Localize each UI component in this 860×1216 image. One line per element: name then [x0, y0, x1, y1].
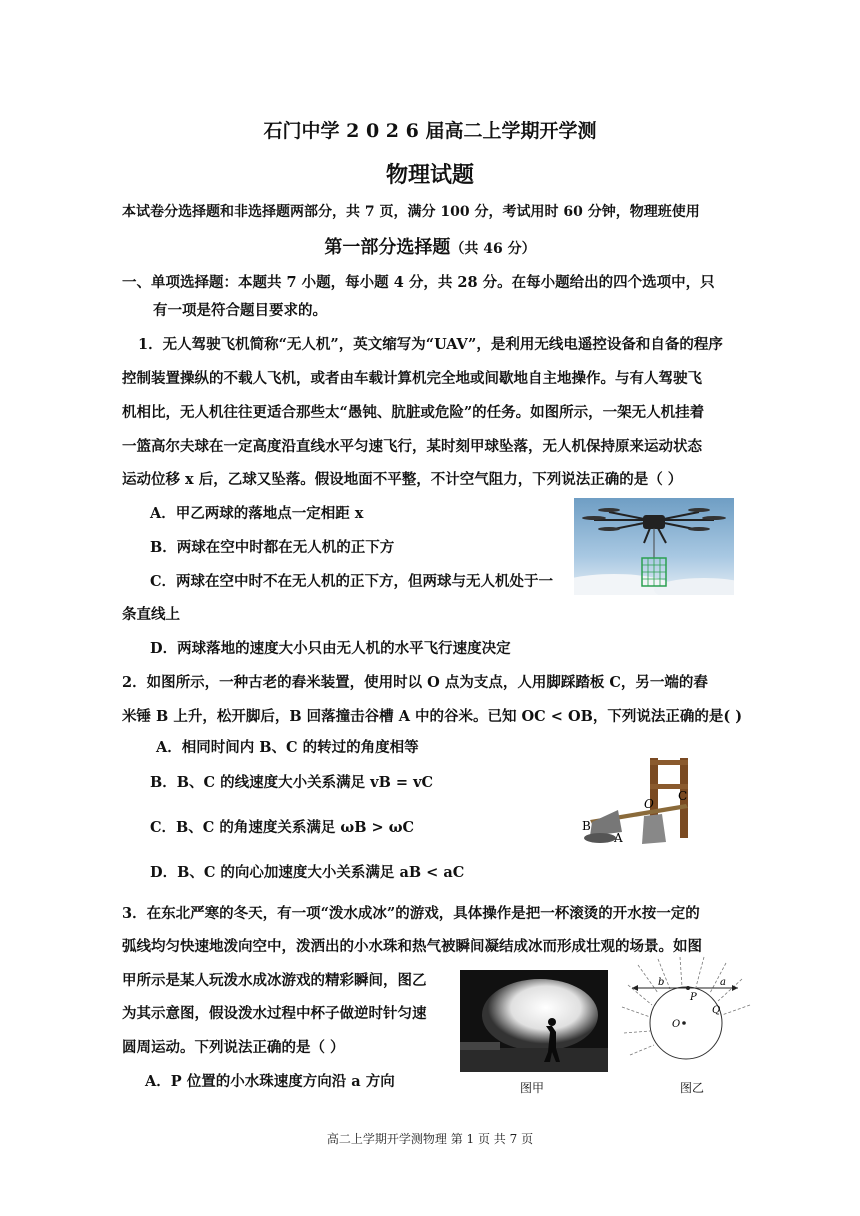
fig-yi-caption: 图乙	[680, 1081, 705, 1095]
page-footer: 高二上学期开学测物理 第 1 页 共 7 页	[326, 1132, 534, 1146]
q3-line-3: 甲所示是某人玩泼水成冰游戏的精彩瞬间，图乙	[122, 972, 427, 989]
q3-line-2: 弧线均匀快速地泼向空中，泼洒出的小水珠和热气被瞬间凝结成冰而形成壮观的场景。如图	[122, 938, 702, 955]
q2-option-a: A．相同时间内 B、C 的转过的角度相等	[156, 739, 419, 756]
part-title-text: 第一部分选择题	[324, 237, 451, 258]
q1-line-1: 1．无人驾驶飞机简称“无人机”，英文缩写为“UAV”，是利用无线电遥控设备和自备的程序	[138, 336, 723, 353]
section1-line1: 一、单项选择题：本题共 7 小题，每小题 4 分，共 28 分。在每小题给出的四个选项中，只	[122, 274, 715, 291]
q3-label-o: O	[672, 1019, 681, 1030]
exam-intro: 本试卷分选择题和非选择题两部分，共 7 页，满分 100 分，考试用时 60 分钟，物理班使用	[122, 204, 700, 220]
subject-title: 物理试题	[385, 162, 474, 188]
q3-line-1: 3．在东北严寒的冬天，有一项“泼水成冰”的游戏，具体操作是把一杯滚烫的开水按一定的	[122, 905, 700, 922]
q3-label-p: P	[690, 992, 697, 1003]
splash-ice-photo	[460, 970, 608, 1072]
q3-label-a: a	[720, 977, 726, 988]
fig-jia-caption: 图甲	[520, 1081, 545, 1095]
section1-line2: 有一项是符合题目要求的。	[153, 302, 327, 319]
q3-line-4: 为其示意图，假设泼水过程中杯子做逆时针匀速	[122, 1005, 427, 1022]
circular-motion-diagram	[618, 955, 753, 1075]
q2-option-b: B．B、C 的线速度大小关系满足 vB = vC	[150, 774, 434, 791]
q3-line-5: 圆周运动。下列说法正确的是（ ）	[122, 1039, 345, 1056]
q1-line-2: 控制装置操纵的不载人飞机，或者由车载计算机完全地或间歇地自主地操作。与有人驾驶飞	[122, 370, 702, 387]
q2-option-c: C．B、C 的角速度关系满足 ωB > ωC	[150, 819, 415, 836]
q2-label-c: C	[678, 789, 688, 803]
q1-option-c-line1: C．两球在空中时不在无人机的正下方，但两球与无人机处于一	[150, 573, 554, 590]
q1-option-c-line2: 条直线上	[122, 606, 180, 623]
q2-label-b: B	[582, 819, 591, 833]
q1-option-d: D．两球落地的速度大小只由无人机的水平飞行速度决定	[150, 640, 511, 657]
q3-option-a: A．P 位置的小水珠速度方向沿 a 方向	[145, 1073, 395, 1090]
q3-label-b: b	[658, 977, 665, 988]
q2-line-1: 2．如图所示，一种古老的舂米装置，使用时以 O 点为支点，人用脚踩踏板 C，另一端的舂	[122, 674, 708, 691]
q1-option-a: A．甲乙两球的落地点一定相距 x	[150, 505, 364, 522]
part-score: （共 46 分）	[450, 241, 536, 257]
q2-option-d: D．B、C 的向心加速度大小关系满足 aB < aC	[150, 864, 465, 881]
q2-line-2: 米锤 B 上升，松开脚后，B 回落撞击谷槽 A 中的谷米。已知 OC < OB，下列说法正确的是( )	[122, 708, 743, 725]
part-title	[0, 233, 860, 259]
school-title: 石门中学 2 0 2 6 届高二上学期开学测	[263, 120, 597, 142]
q1-line-3: 机相比，无人机往往更适合那些太“愚钝、肮脏或危险”的任务。如图所示，一架无人机挂着	[122, 404, 705, 421]
drone-photo	[574, 498, 734, 595]
q1-option-b: B．两球在空中时都在无人机的正下方	[150, 539, 395, 556]
q2-label-a: A	[614, 831, 623, 845]
q1-line-4: 一篮高尔夫球在一定高度沿直线水平匀速飞行，某时刻甲球坠落，无人机保持原来运动状态	[122, 438, 702, 455]
q3-label-q: Q	[712, 1005, 721, 1016]
q2-label-o: O	[644, 797, 654, 811]
rice-pounder-figure	[578, 752, 698, 850]
q1-line-5: 运动位移 x 后，乙球又坠落。假设地面不平整，不计空气阻力，下列说法正确的是（ ）	[122, 471, 683, 488]
